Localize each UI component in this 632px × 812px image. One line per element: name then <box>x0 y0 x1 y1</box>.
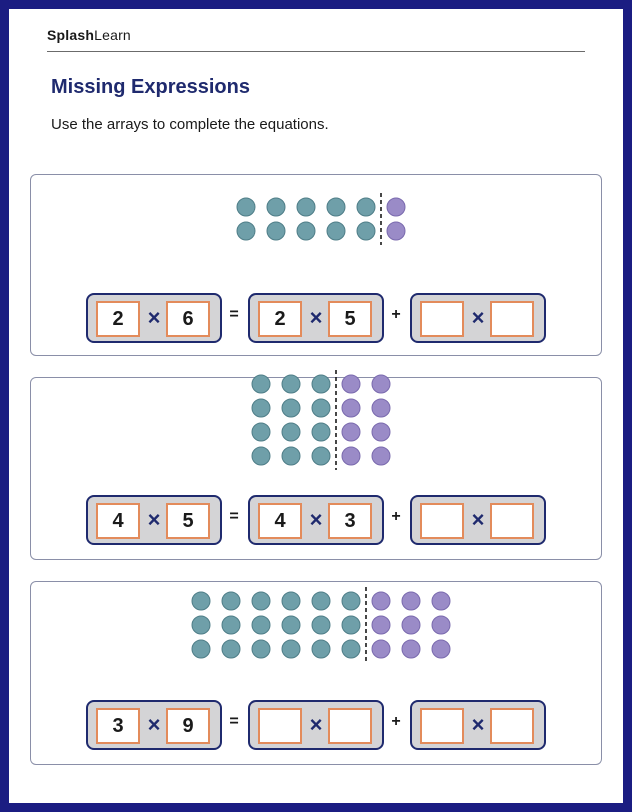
teal-dot <box>297 198 315 216</box>
equals-sign: = <box>229 306 239 323</box>
times-sign: × <box>471 507 485 532</box>
part2-expression <box>410 293 546 343</box>
answer-box[interactable] <box>490 503 534 539</box>
teal-dot <box>282 447 300 465</box>
teal-dot <box>327 222 345 240</box>
times-sign: × <box>309 712 323 737</box>
answer-box[interactable] <box>420 503 464 539</box>
teal-dot <box>237 198 255 216</box>
purple-dot <box>432 592 450 610</box>
teal-dot <box>252 423 270 441</box>
teal-dot <box>357 222 375 240</box>
teal-dot <box>252 399 270 417</box>
teal-dot <box>312 399 330 417</box>
purple-dot <box>372 399 390 417</box>
teal-dot <box>192 640 210 658</box>
purple-dot <box>372 375 390 393</box>
equals-sign: = <box>229 713 239 730</box>
teal-dot <box>312 592 330 610</box>
purple-dot <box>402 640 420 658</box>
answer-box[interactable] <box>420 708 464 744</box>
purple-dot <box>342 423 360 441</box>
part2-expression <box>410 495 546 545</box>
purple-dot <box>402 616 420 634</box>
teal-dot <box>222 592 240 610</box>
purple-dot <box>372 616 390 634</box>
teal-dot <box>252 616 270 634</box>
teal-dot <box>222 640 240 658</box>
purple-dot <box>372 592 390 610</box>
teal-dot <box>252 375 270 393</box>
factor-box[interactable]: 5 <box>166 503 210 539</box>
teal-dot <box>282 375 300 393</box>
part1-expression <box>248 495 384 545</box>
times-sign: × <box>471 712 485 737</box>
part1-expression <box>248 293 384 343</box>
total-expression <box>86 700 222 750</box>
total-expression <box>86 495 222 545</box>
equation-row-2 <box>31 495 603 547</box>
worksheet-instructions: Use the arrays to complete the equations. <box>51 116 329 133</box>
header-divider <box>47 51 585 52</box>
teal-dot <box>267 198 285 216</box>
times-sign: × <box>309 305 323 330</box>
purple-dot <box>432 616 450 634</box>
brand-name-bold: Splash <box>47 27 95 43</box>
teal-dot <box>312 375 330 393</box>
teal-dot <box>237 222 255 240</box>
times-sign: × <box>471 305 485 330</box>
plus-sign: + <box>391 306 401 323</box>
part1-expression <box>248 700 384 750</box>
teal-dot <box>252 640 270 658</box>
times-sign: × <box>147 712 161 737</box>
factor-box[interactable]: 6 <box>166 301 210 337</box>
equation-row-3 <box>31 700 603 752</box>
equation-row-1 <box>31 293 603 345</box>
factor-box[interactable]: 9 <box>166 708 210 744</box>
factor-box[interactable]: 4 <box>258 503 302 539</box>
equals-sign: = <box>229 508 239 525</box>
teal-dot <box>312 640 330 658</box>
factor-box[interactable]: 2 <box>96 301 140 337</box>
purple-dot <box>342 399 360 417</box>
teal-dot <box>327 198 345 216</box>
problem-card-3 <box>30 581 602 765</box>
teal-dot <box>222 616 240 634</box>
problem-card-2 <box>30 377 602 560</box>
total-expression <box>86 293 222 343</box>
factor-box[interactable]: 4 <box>96 503 140 539</box>
factor-box[interactable]: 2 <box>258 301 302 337</box>
purple-dot <box>372 423 390 441</box>
teal-dot <box>357 198 375 216</box>
teal-dot <box>282 399 300 417</box>
times-sign: × <box>147 305 161 330</box>
teal-dot <box>192 616 210 634</box>
teal-dot <box>342 592 360 610</box>
teal-dot <box>282 640 300 658</box>
teal-dot <box>312 616 330 634</box>
answer-box[interactable] <box>420 301 464 337</box>
factor-box[interactable]: 5 <box>328 301 372 337</box>
purple-dot <box>387 198 405 216</box>
factor-box[interactable]: 3 <box>96 708 140 744</box>
purple-dot <box>372 640 390 658</box>
answer-box[interactable] <box>490 301 534 337</box>
teal-dot <box>252 592 270 610</box>
problem-card-1 <box>30 174 602 356</box>
answer-box[interactable] <box>258 708 302 744</box>
teal-dot <box>297 222 315 240</box>
worksheet-title: Missing Expressions <box>51 76 250 98</box>
plus-sign: + <box>391 508 401 525</box>
teal-dot <box>282 592 300 610</box>
times-sign: × <box>147 507 161 532</box>
teal-dot <box>282 423 300 441</box>
teal-dot <box>342 616 360 634</box>
worksheet-page <box>9 9 623 803</box>
purple-dot <box>402 592 420 610</box>
teal-dot <box>252 447 270 465</box>
teal-dot <box>267 222 285 240</box>
purple-dot <box>387 222 405 240</box>
purple-dot <box>432 640 450 658</box>
teal-dot <box>282 616 300 634</box>
purple-dot <box>342 447 360 465</box>
teal-dot <box>312 423 330 441</box>
times-sign: × <box>309 507 323 532</box>
teal-dot <box>312 447 330 465</box>
purple-dot <box>342 375 360 393</box>
brand-name-regular: Learn <box>94 27 131 43</box>
answer-box[interactable] <box>328 708 372 744</box>
part2-expression <box>410 700 546 750</box>
brand-logo <box>47 27 131 43</box>
plus-sign: + <box>391 713 401 730</box>
teal-dot <box>342 640 360 658</box>
answer-box[interactable] <box>490 708 534 744</box>
purple-dot <box>372 447 390 465</box>
factor-box[interactable]: 3 <box>328 503 372 539</box>
teal-dot <box>192 592 210 610</box>
